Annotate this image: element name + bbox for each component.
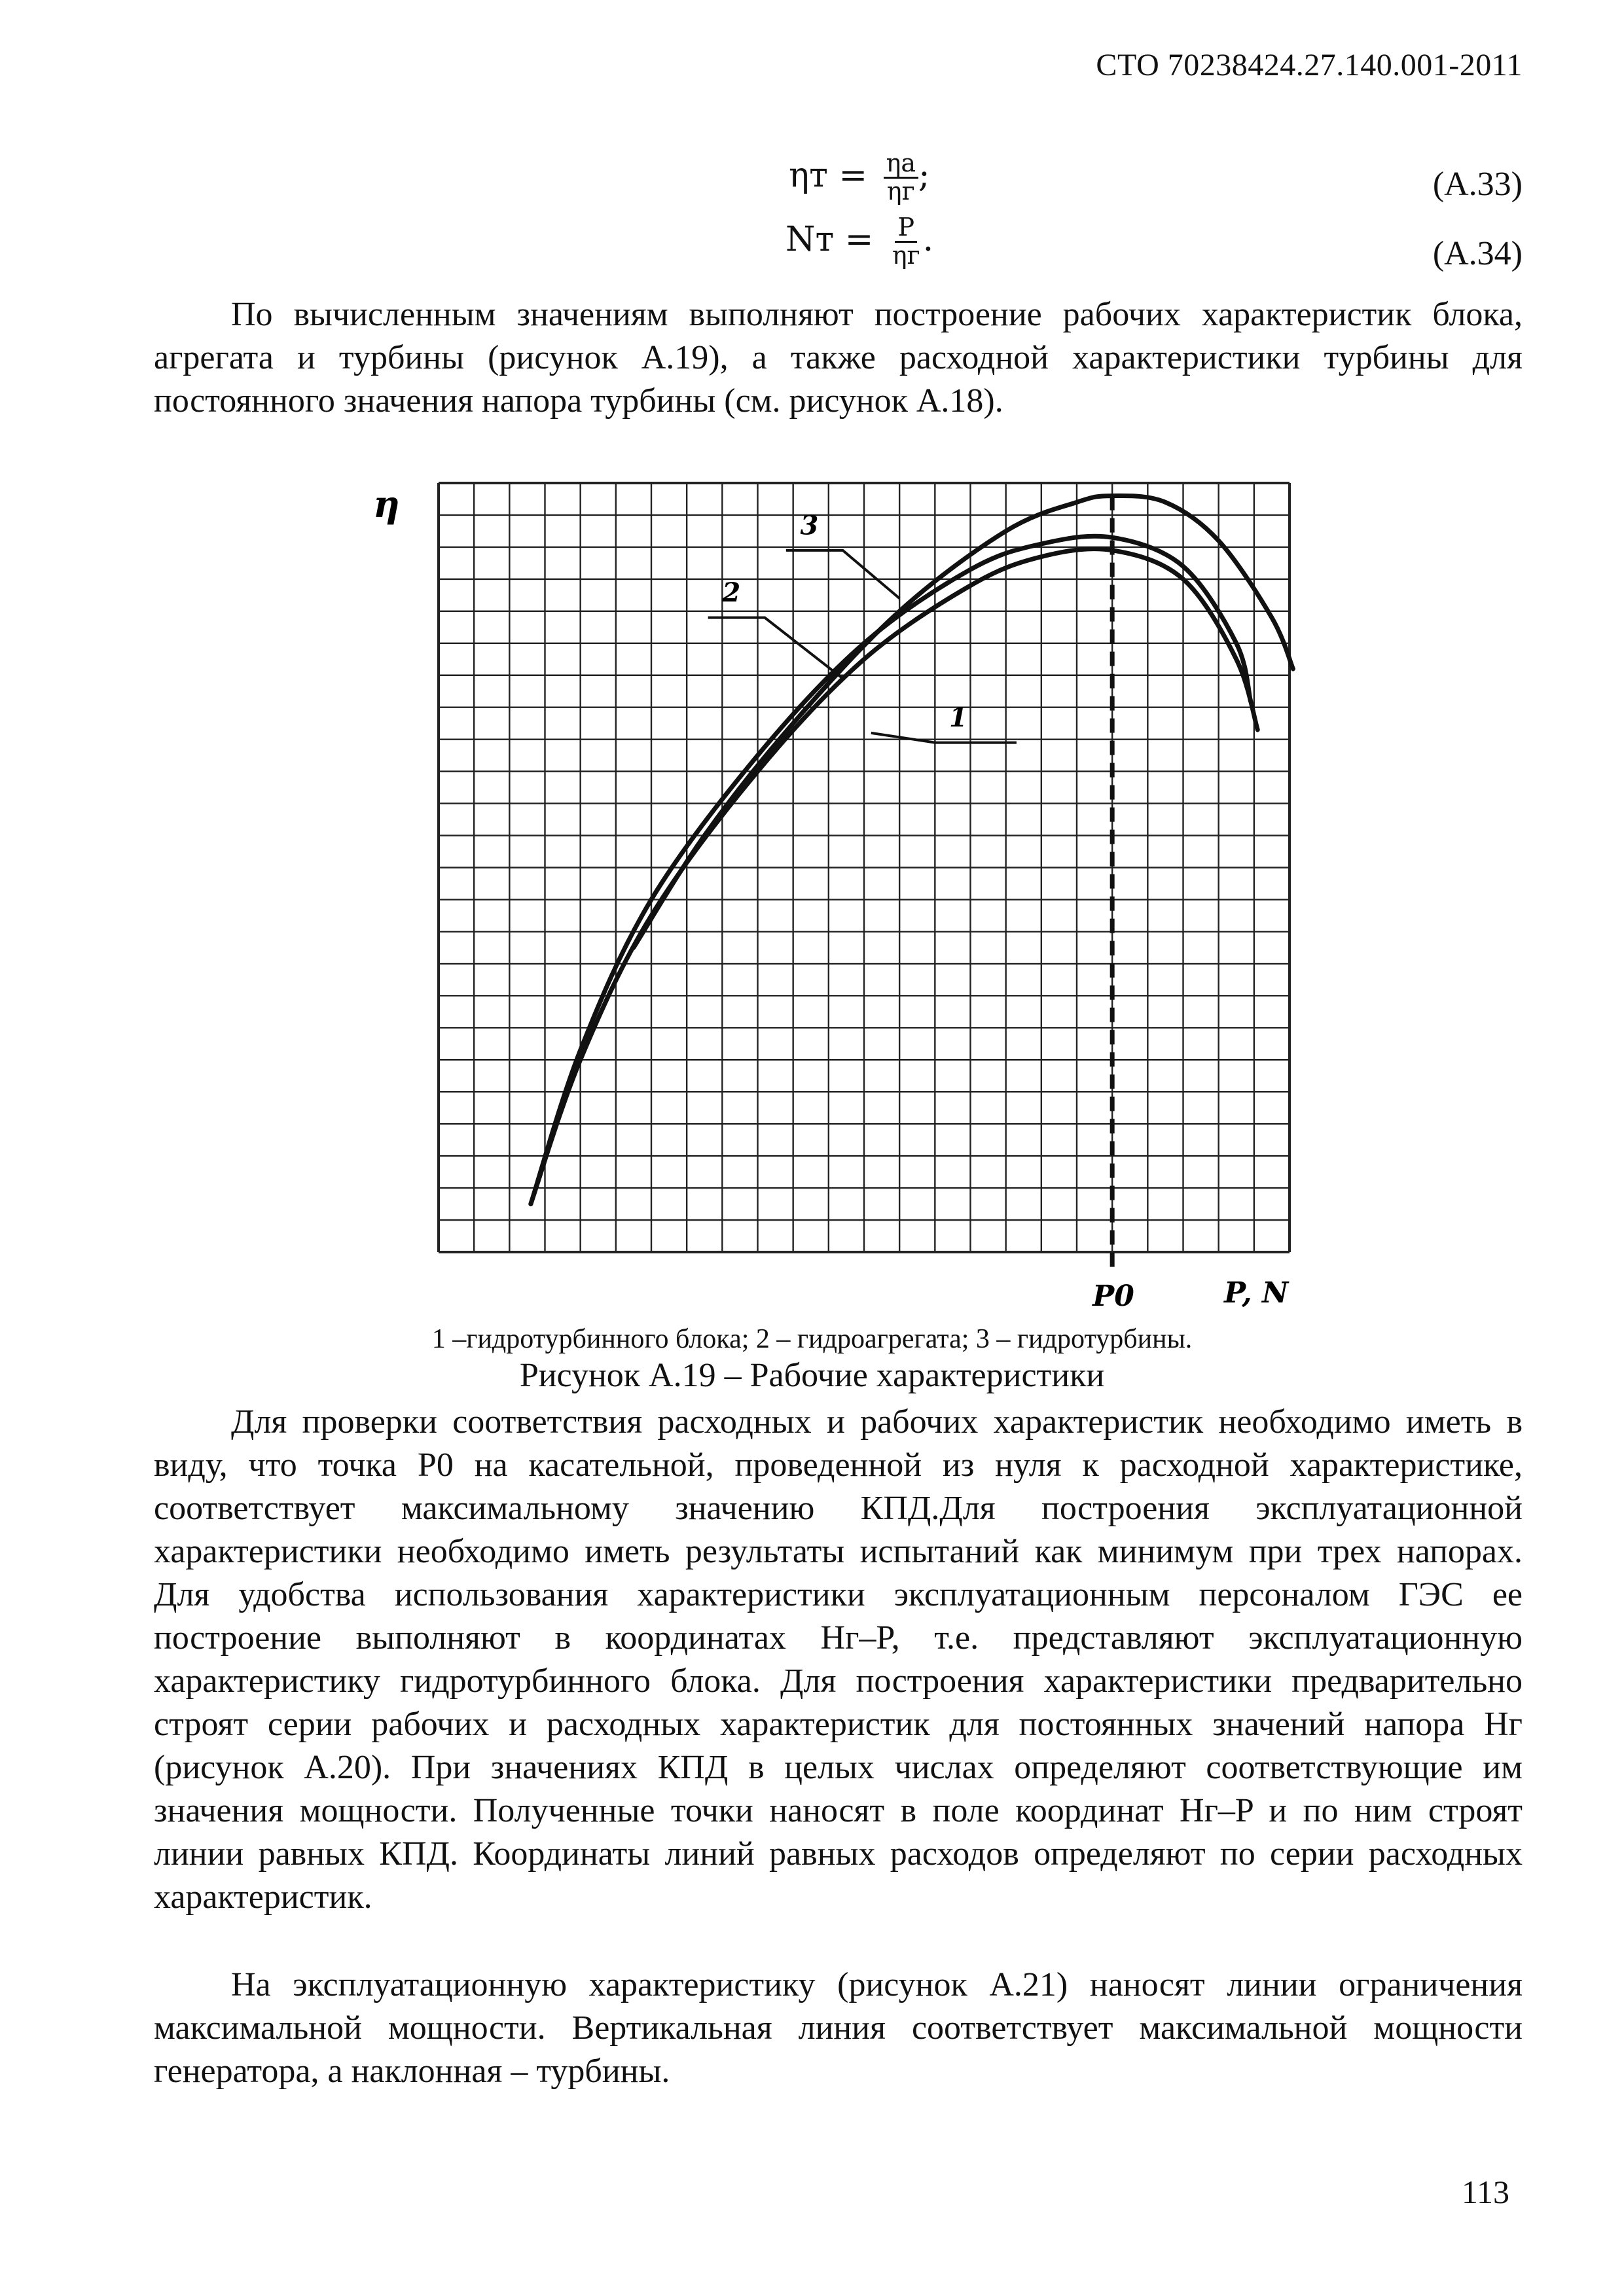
x-axis-label: P, N xyxy=(1224,1276,1289,1310)
chart-grid xyxy=(439,483,1290,1272)
curve-label-2: 2 xyxy=(722,577,741,609)
formula-number: (А.33) xyxy=(1432,166,1523,203)
fraction-numerator: ηа xyxy=(884,151,918,179)
formula-a33 xyxy=(789,151,930,205)
curve-label-3: 3 xyxy=(800,510,819,541)
figure-legend: 1 –гидротурбинного блока; 2 – гидроагрегата; 3 – гидротурбины. xyxy=(431,1324,1193,1354)
page-number: 113 xyxy=(1461,2174,1509,2210)
y-axis-label: η xyxy=(373,483,400,526)
formula-fraction xyxy=(884,151,918,205)
efficiency-chart xyxy=(353,471,1309,1322)
formula-tail: . xyxy=(922,219,934,259)
paragraph-intro: По вычисленным значениям выполняют построение рабочих характеристик блока, агрегата и турбины (рисунок А.19), а также расходной характеристики турбины для постоянного значения напора турбины (см. рисунок А.18). xyxy=(154,296,1523,420)
leader-line-1 xyxy=(871,733,1017,743)
figure-title: Рисунок А.19 – Рабочие характеристики xyxy=(519,1357,1105,1394)
curve-label-1: 1 xyxy=(949,702,967,734)
leader-line-3 xyxy=(786,550,899,598)
chart-curves xyxy=(531,496,1293,1204)
fraction-denominator: ηг xyxy=(892,240,920,270)
p0-marker-label: P0 xyxy=(1092,1280,1134,1313)
formula-number: (А.34) xyxy=(1432,235,1523,272)
paragraph-verification: Для проверки соответствия расходных и рабочих характеристик необходимо иметь в виду, что точка P0 на касательной, проведенной из нуля к расходной характеристике, соответствует максимальному значению КПД.Для построения эксплуатационной характеристики необходимо иметь результаты испытаний как минимум при трех напорах. Для удобства использования характеристики эксплуатационным персоналом ГЭС ее построение выполняют в координатах Hг–P, т.е. представляют эксплуатационную характеристику гидротурбинного блока. Для построения характеристики предварительно строят серии рабочих и расходных характеристик для постоянных значений напора Hг (рисунок А.20). При значениях КПД в целых числах определяют соответствующие им значения мощности. Полученные точки наносят в поле координат Hг–P и по ним строят линии равных КПД. Координаты линий равных расходов определяют по серии расходных характеристик. xyxy=(154,1403,1523,1916)
leader-line-2 xyxy=(708,618,843,679)
paragraph-limits: На эксплуатационную характеристику (рисунок А.21) наносят линии ограничения максимальной мощности. Вертикальная линия соответствует максимальной мощности генератора, а наклонная – турбины. xyxy=(154,1966,1523,2090)
fraction-denominator: ηг xyxy=(886,176,915,206)
formula-lhs: ηт = xyxy=(789,155,878,195)
curve-series-1 xyxy=(531,549,1257,1204)
formula-lhs: Nт = xyxy=(785,219,884,259)
formula-a34 xyxy=(785,215,933,269)
formula-tail: ; xyxy=(918,155,930,195)
fraction-numerator: P xyxy=(895,215,917,243)
document-code: СТО 70238424.27.140.001-2011 xyxy=(1096,48,1523,82)
formula-fraction xyxy=(890,215,923,269)
